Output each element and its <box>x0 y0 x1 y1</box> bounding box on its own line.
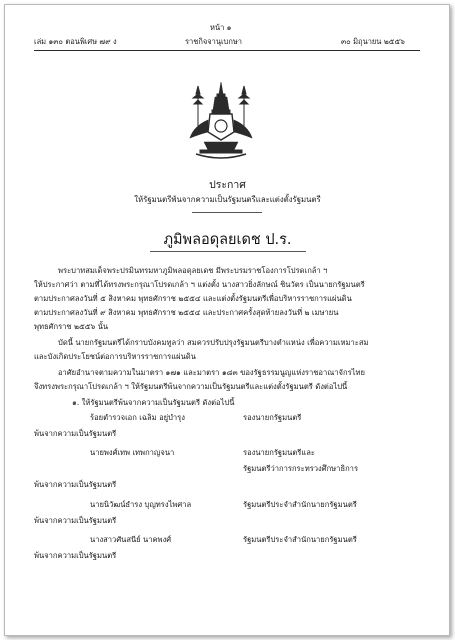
minister-name: นายนิวัฒน์ธำรง บุญทรงไพศาล <box>90 500 192 509</box>
body-paragraph-1-line: ให้ประกาศว่า ตามที่ได้ทรงพระกรุณาโปรดเกล้า ฯ แต่งตั้ง นางสาวยิ่งลักษณ์ ชินวัตร เป็นนายกรัฐมนตรี <box>34 280 365 289</box>
minister-name: นายพงศ์เทพ เทพกาญจนา <box>90 448 175 457</box>
page-number: หน้า ๑ <box>210 23 232 32</box>
minister-position: รัฐมนตรีว่าการกระทรวงศึกษาธิการ <box>243 464 359 473</box>
body-paragraph-3-line: อาศัยอำนาจตามความในมาตรา ๑๗๑ และมาตรา ๑๘๓ ของรัฐธรรมนูญแห่งราชอาณาจักรไทย <box>58 368 365 377</box>
body-paragraph-2-line: บัดนี้ นายกรัฐมนตรีได้กราบบังคมทูลว่า สมควรปรับปรุงรัฐมนตรีบางตำแหน่ง เพื่อความเหมาะสม <box>58 338 369 347</box>
minister-name: ร้อยตำรวจเอก เฉลิม อยู่บำรุง <box>90 413 185 422</box>
body-paragraph-2-line: และบังเกิดประโยชน์ต่อการบริหารราชการแผ่นดิน <box>34 352 196 361</box>
gazette-name: ราชกิจจานุเบกษา <box>185 37 243 46</box>
body-paragraph-1-line: พระบาทสมเด็จพระปรมินทรมหาภูมิพลอดุลยเดช มีพระบรมราชโองการโปรดเกล้า ฯ <box>58 266 328 275</box>
minister-position: รองนายกรัฐมนตรี <box>243 413 302 422</box>
body-paragraph-1-line: ตามประกาศลงวันที่ ๙ สิงหาคม พุทธศักราช ๒๕๕๔ และประกาศครั้งสุดท้ายลงวันที่ ๒ เมษายน <box>34 308 339 317</box>
announcement-heading: ประกาศ <box>209 179 246 191</box>
minister-status: พ้นจากความเป็นรัฐมนตรี <box>34 429 117 438</box>
signature-rule <box>150 251 306 252</box>
announcement-subject: ให้รัฐมนตรีพ้นจากความเป็นรัฐมนตรีและแต่งตั้งรัฐมนตรี <box>134 195 321 204</box>
gazette-volume: เล่ม ๑๓๐ ตอนพิเศษ ๗๙ ง <box>34 37 117 46</box>
minister-status: พ้นจากความเป็นรัฐมนตรี <box>34 516 117 525</box>
item-1-heading: ๑. ให้รัฐมนตรีพ้นจากความเป็นรัฐมนตรี ดังต่อไปนี้ <box>72 398 235 407</box>
body-paragraph-1-line: ตามประกาศลงวันที่ ๕ สิงหาคม พุทธศักราช ๒๕๕๔ และแต่งตั้งรัฐมนตรีเพื่อบริหารราชการแผ่นดิน <box>34 294 352 303</box>
body-paragraph-3-line: จึงทรงพระกรุณาโปรดเกล้า ฯ ให้รัฐมนตรีพ้นจากความเป็นรัฐมนตรีและแต่งตั้งรัฐมนตรี ดังต่อไปนี้ <box>34 382 348 391</box>
royal-garuda-emblem-icon <box>186 80 256 162</box>
royal-signature-name: ภูมิพลอดุลยเดช ป.ร. <box>163 232 292 248</box>
subject-rule <box>192 212 262 213</box>
gazette-date: ๓๐ มิถุนายน ๒๕๕๖ <box>341 37 405 46</box>
minister-name: นางสาวศันสนีย์ นาคพงศ์ <box>90 535 172 544</box>
minister-position: รัฐมนตรีประจำสำนักนายกรัฐมนตรี <box>243 535 357 544</box>
body-paragraph-1-line: พุทธศักราช ๒๕๕๖ นั้น <box>34 322 109 331</box>
minister-status: พ้นจากความเป็นรัฐมนตรี <box>34 551 117 560</box>
minister-position: รองนายกรัฐมนตรีและ <box>243 448 315 457</box>
minister-status: พ้นจากความเป็นรัฐมนตรี <box>34 480 117 489</box>
header-rule <box>34 50 420 51</box>
minister-position: รัฐมนตรีประจำสำนักนายกรัฐมนตรี <box>243 500 357 509</box>
